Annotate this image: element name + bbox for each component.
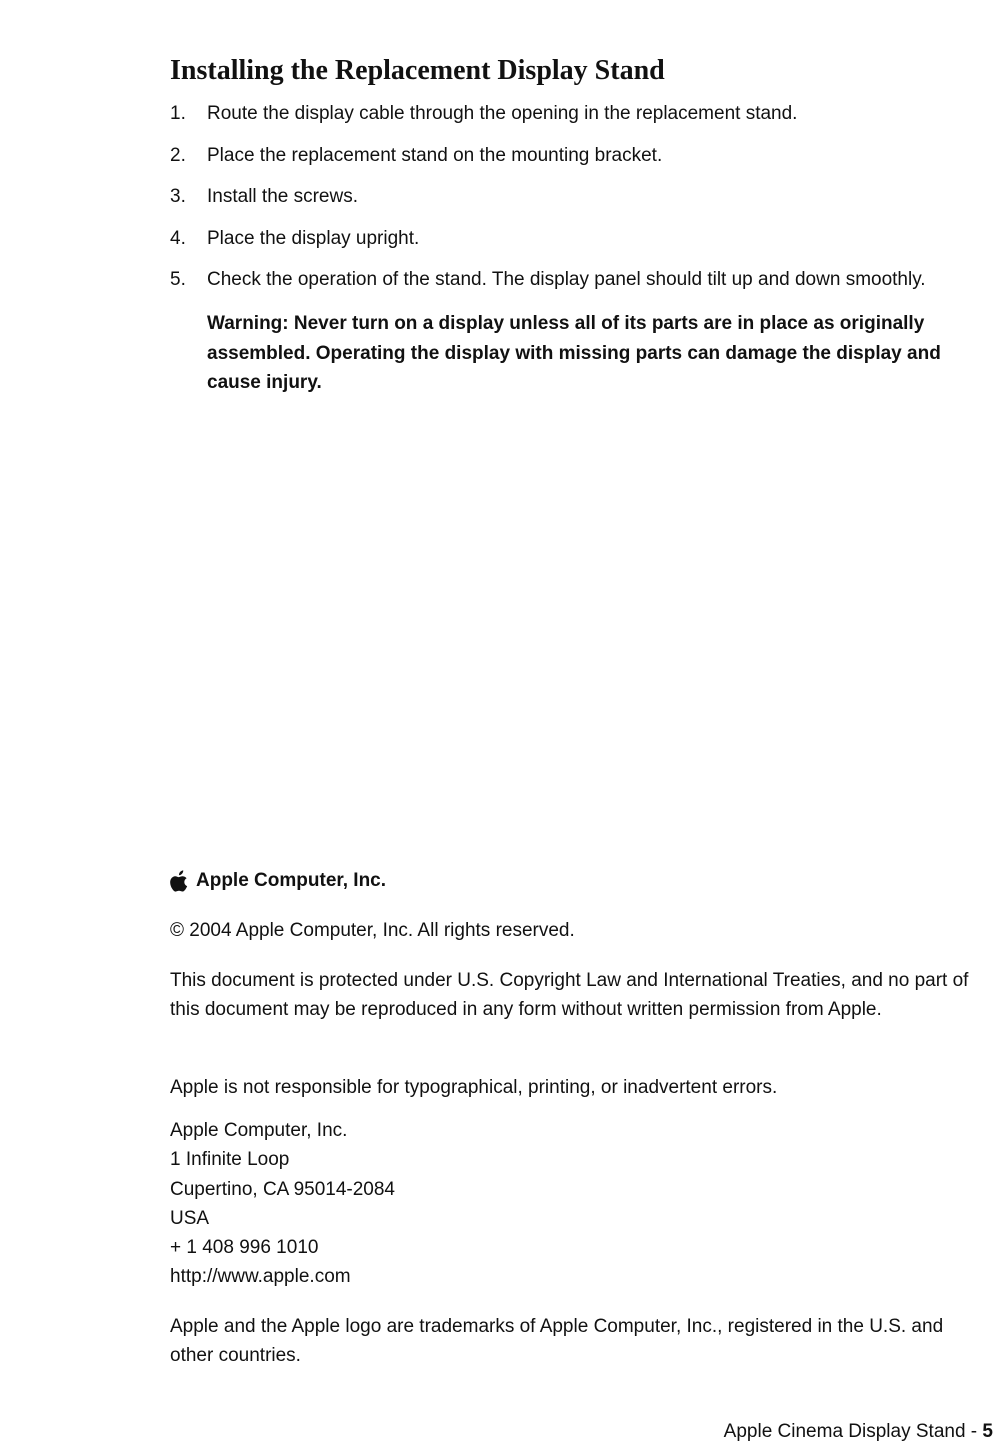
address-company: Apple Computer, Inc. [170, 1120, 348, 1141]
copyright-notice: © 2004 Apple Computer, Inc. All rights reserved. [170, 920, 575, 941]
page-footer [724, 1418, 993, 1446]
apple-logo-icon [170, 870, 189, 892]
step-number: 2. [170, 144, 186, 166]
step-item [170, 225, 995, 267]
page-number: 5 [982, 1421, 993, 1442]
warning-text: Warning: Never turn on a display unless all of its parts are in place as originally assembled. Operating the display with missing parts can damage the display and cause injury. [207, 313, 941, 393]
step-item [170, 142, 995, 184]
disclaimer-text: Apple is not responsible for typographical, printing, or inadvertent errors. [170, 1077, 778, 1098]
company-address [170, 1116, 980, 1292]
address-country: USA [170, 1207, 210, 1229]
step-item [170, 266, 995, 308]
footer-doc-title: Apple Cinema Display Stand - [723, 1421, 983, 1442]
company-header [170, 867, 386, 895]
step-text: Place the display upright. [207, 227, 420, 249]
company-name: Apple Computer, Inc. [196, 870, 387, 891]
trademark-notice: Apple and the Apple logo are trademarks of Apple Computer, Inc., registered in the U.S. and other countries. [170, 1316, 944, 1367]
step-text: Install the screws. [207, 186, 358, 208]
step-number: 1. [170, 103, 186, 124]
step-text: Place the replacement stand on the mounting bracket. [207, 144, 663, 166]
instruction-steps [170, 100, 995, 308]
step-text: Route the display cable through the opening in the replacement stand. [207, 103, 798, 124]
address-city: Cupertino, CA 95014-2084 [170, 1178, 395, 1200]
address-website: http://www.apple.com [170, 1266, 351, 1288]
step-item [170, 100, 995, 142]
step-number: 3. [170, 186, 186, 208]
address-phone: + 1 408 996 1010 [170, 1237, 319, 1259]
address-street: 1 Infinite Loop [170, 1149, 290, 1171]
step-item [170, 183, 995, 225]
step-number: 5. [170, 269, 186, 291]
step-text: Check the operation of the stand. The display panel should tilt up and down smoothly. [207, 269, 926, 291]
page-title: Installing the Replacement Display Stand [170, 55, 665, 86]
step-number: 4. [170, 227, 186, 249]
protection-notice: This document is protected under U.S. Copyright Law and International Treaties, and no part of this document may be reproduced in any form without written permission from Apple. [170, 970, 969, 1021]
